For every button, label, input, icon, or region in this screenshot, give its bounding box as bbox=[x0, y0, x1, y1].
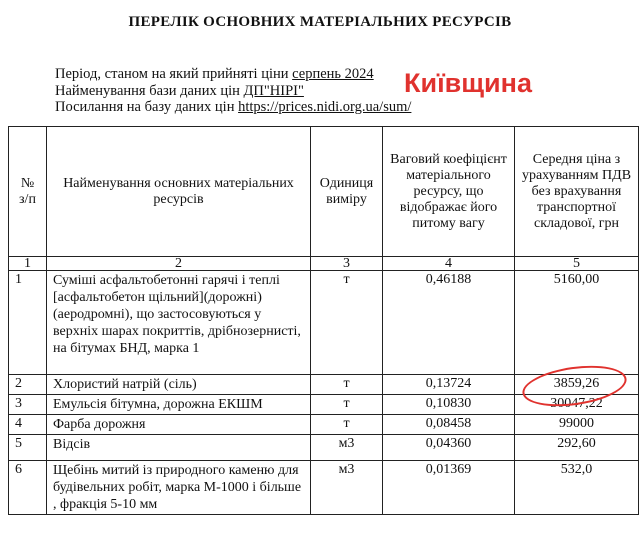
index-cell: 1 bbox=[9, 257, 47, 271]
resource-name: Суміші асфальтобетонні гарячі і теплі [асфальтобетон щільний](дорожні)(аеродромні), що застосовуються у верхніх шарах покриттів, дрібнозернисті, на бітумах БНД, марка 1 bbox=[47, 271, 311, 375]
resource-name: Відсів bbox=[47, 435, 311, 461]
resource-price: 292,60 bbox=[515, 435, 639, 461]
table-row bbox=[9, 435, 639, 461]
column-index-row bbox=[9, 257, 639, 271]
table-row bbox=[9, 461, 639, 515]
resource-coefficient: 0,01369 bbox=[383, 461, 515, 515]
header-row bbox=[9, 127, 639, 257]
row-number: 3 bbox=[9, 395, 47, 415]
resource-unit: м3 bbox=[311, 461, 383, 515]
document-title: ПЕРЕЛІК ОСНОВНИХ МАТЕРІАЛЬНИХ РЕСУРСІВ bbox=[128, 14, 512, 30]
link-label: Посилання на базу даних цін bbox=[55, 99, 235, 115]
row-number: 5 bbox=[9, 435, 47, 461]
resource-unit: т bbox=[311, 375, 383, 395]
resource-coefficient: 0,08458 bbox=[383, 415, 515, 435]
header-coefficient: Ваговий коефіцієнт матеріального ресурсу, що відображає його питому вагу bbox=[383, 127, 515, 257]
header-name: Найменування основних матеріальних ресурсів bbox=[47, 127, 311, 257]
header-unit: Одиниця виміру bbox=[311, 127, 383, 257]
resource-coefficient: 0,04360 bbox=[383, 435, 515, 461]
index-cell: 3 bbox=[311, 257, 383, 271]
database-label: Найменування бази даних цін bbox=[55, 82, 240, 99]
database-link[interactable]: https://prices.nidi.org.ua/sum/ bbox=[238, 99, 412, 115]
index-cell: 4 bbox=[383, 257, 515, 271]
resource-unit: м3 bbox=[311, 435, 383, 461]
price-metadata bbox=[55, 66, 411, 116]
resource-unit: т bbox=[311, 271, 383, 375]
resource-coefficient: 0,13724 bbox=[383, 375, 515, 395]
resource-price: 3859,26 bbox=[515, 375, 639, 395]
database-value: ДП"НІРІ" bbox=[243, 82, 304, 99]
resources-table bbox=[8, 126, 639, 515]
row-number: 6 bbox=[9, 461, 47, 515]
row-number: 1 bbox=[9, 271, 47, 375]
resource-price: 99000 bbox=[515, 415, 639, 435]
database-line bbox=[55, 83, 411, 100]
link-line bbox=[55, 99, 411, 116]
region-label: Київщина bbox=[404, 68, 532, 98]
resource-coefficient: 0,10830 bbox=[383, 395, 515, 415]
row-number: 4 bbox=[9, 415, 47, 435]
period-value: серпень 2024 bbox=[292, 66, 374, 82]
resource-name: Фарба дорожня bbox=[47, 415, 311, 435]
resource-price: 532,0 bbox=[515, 461, 639, 515]
resource-unit: т bbox=[311, 395, 383, 415]
resource-price: 30047,22 bbox=[515, 395, 639, 415]
resource-name: Емульсія бітумна, дорожна ЕКШМ bbox=[47, 395, 311, 415]
resource-unit: т bbox=[311, 415, 383, 435]
period-line bbox=[55, 66, 411, 83]
table-row bbox=[9, 415, 639, 435]
index-cell: 5 bbox=[515, 257, 639, 271]
period-label: Період, станом на який прийняті ціни bbox=[55, 66, 289, 82]
resource-name: Щебінь митий із природного каменю для будівельних робіт, марка М-1000 і більше , фракція 5-10 мм bbox=[47, 461, 311, 515]
resource-coefficient: 0,46188 bbox=[383, 271, 515, 375]
row-number: 2 bbox=[9, 375, 47, 395]
header-price: Середня ціна з урахуванням ПДВ без врахування транспортної складової, грн bbox=[515, 127, 639, 257]
table-row bbox=[9, 271, 639, 375]
index-cell: 2 bbox=[47, 257, 311, 271]
resource-price: 5160,00 bbox=[515, 271, 639, 375]
resource-name: Хлористий натрій (сіль) bbox=[47, 375, 311, 395]
header-number: № з/п bbox=[9, 127, 47, 257]
